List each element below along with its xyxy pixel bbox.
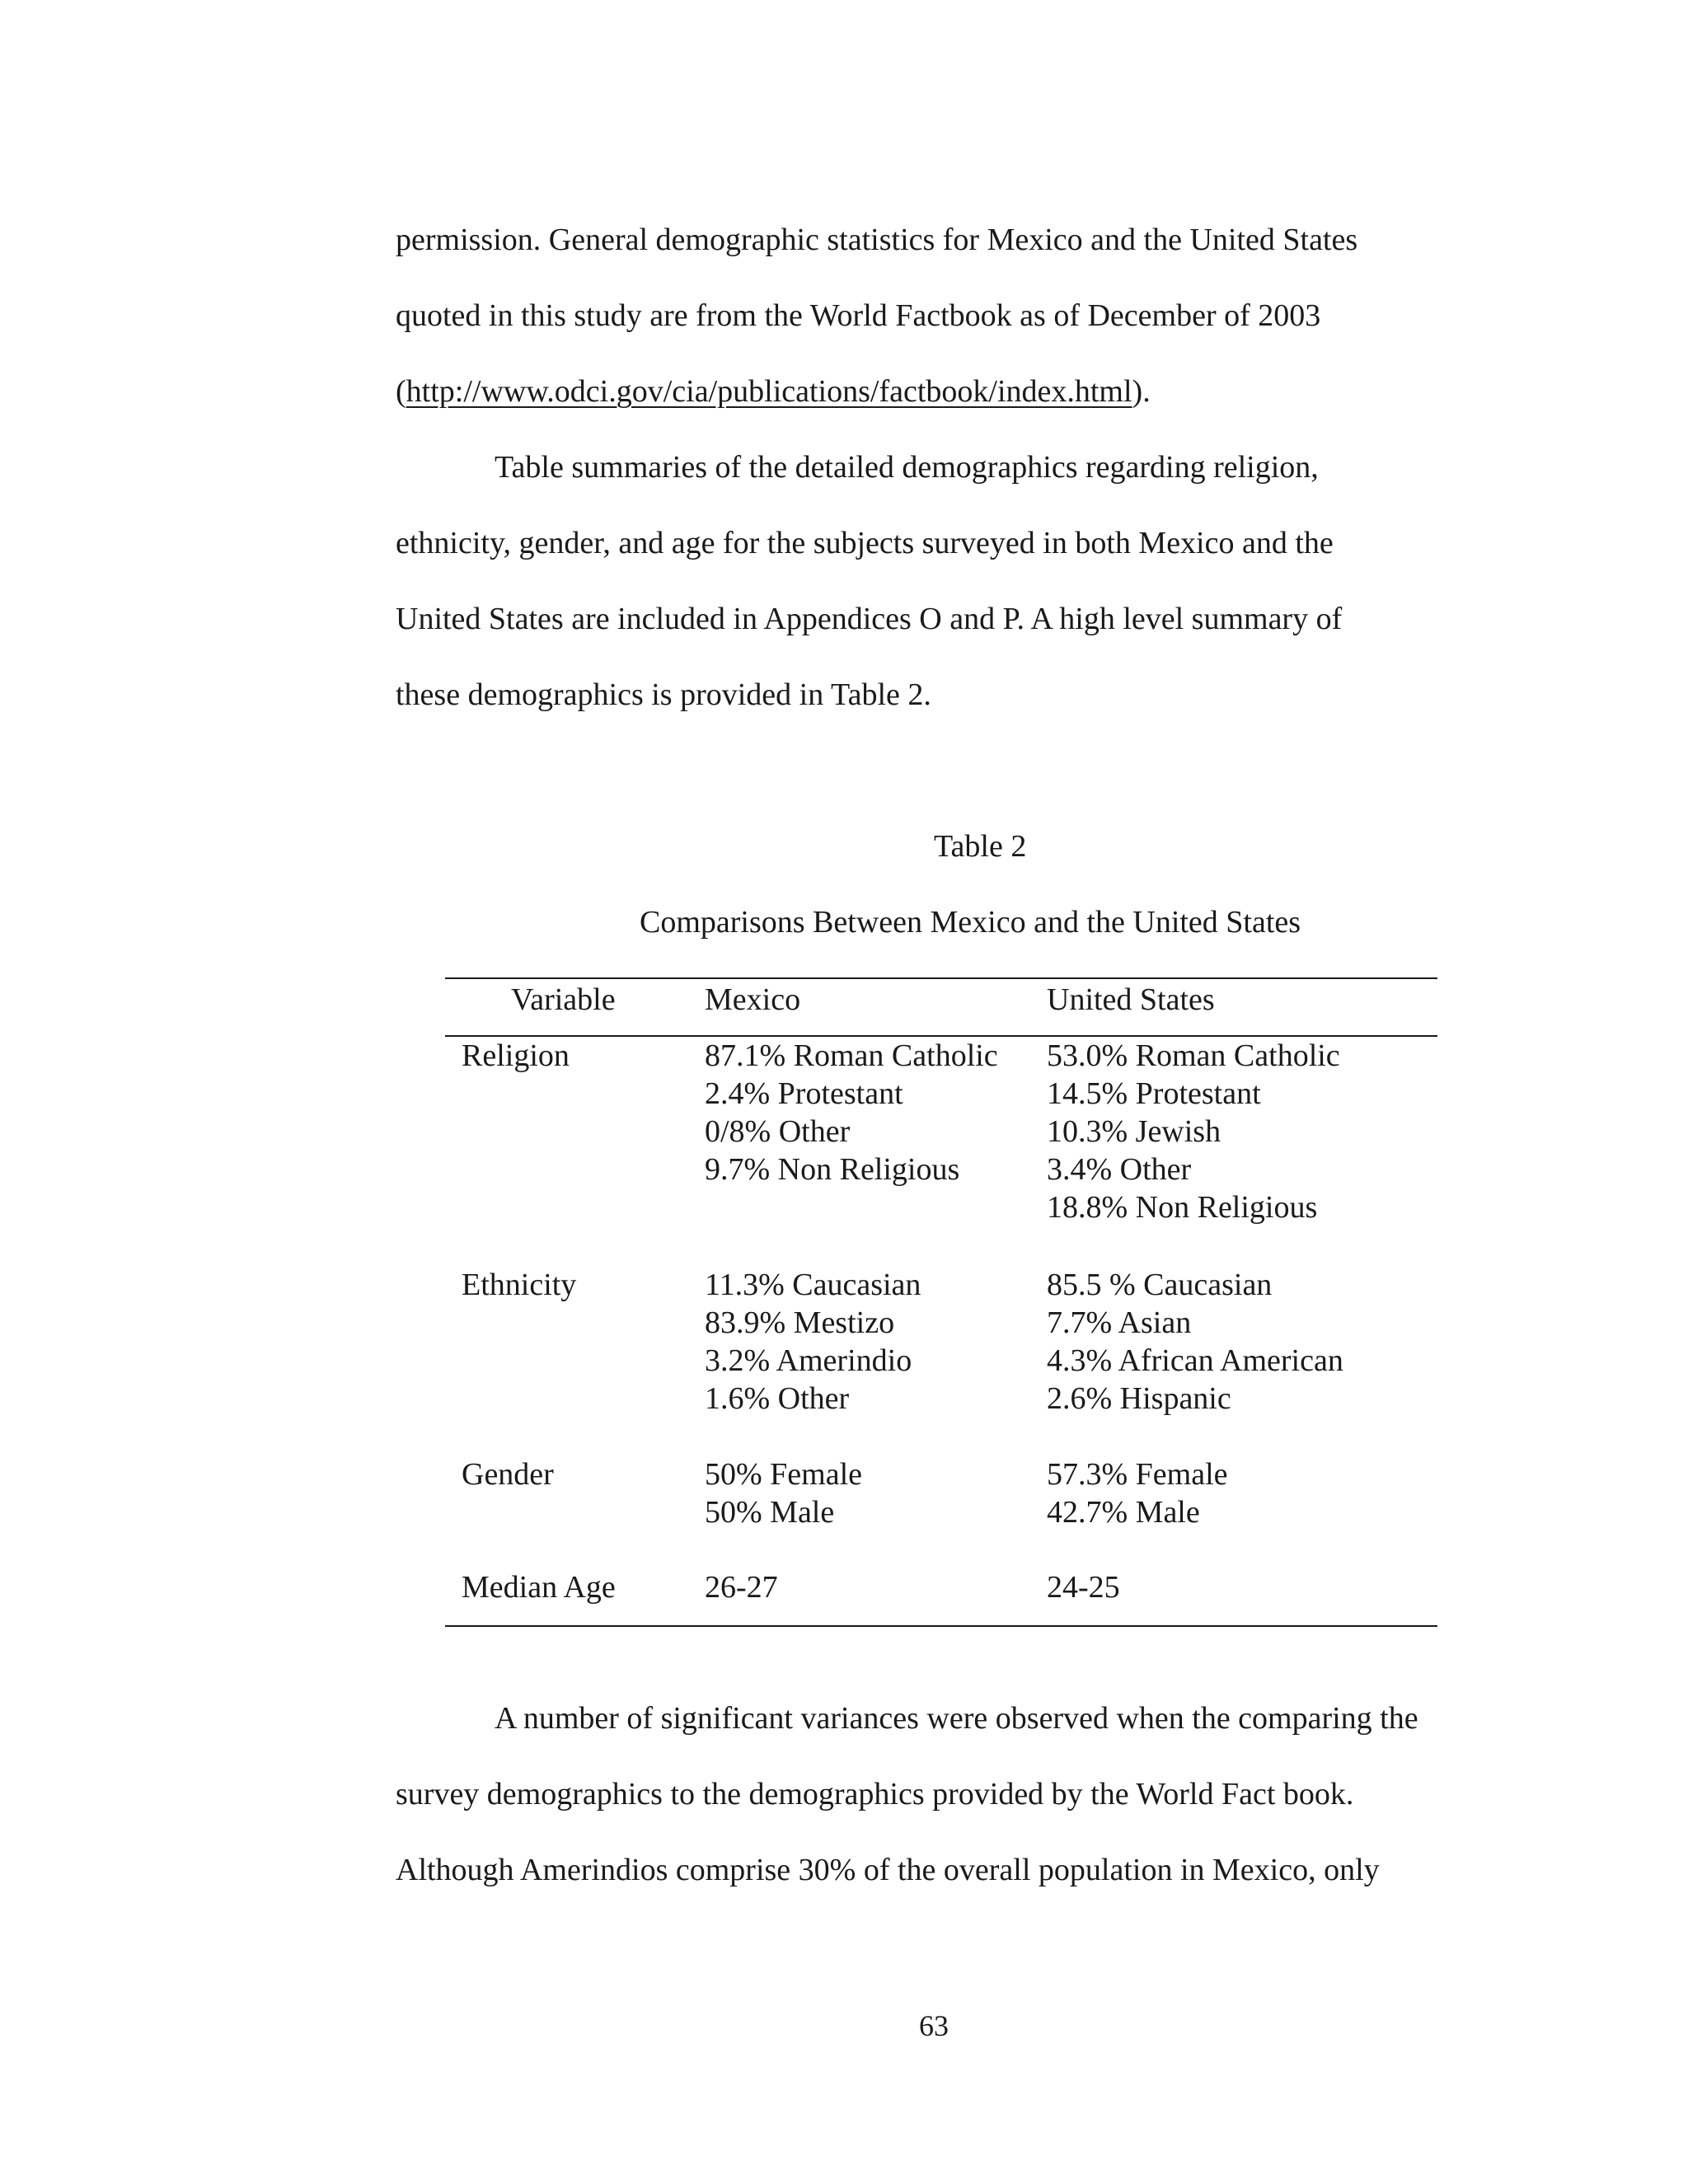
row-variable-gender: Gender [462,1457,554,1492]
row-us-gender [1047,1455,1228,1531]
table-number: Table 2 [934,829,1027,864]
row-variable-religion: Religion [462,1038,570,1073]
body-text-line: these demographics is provided in Table 2. [396,677,931,712]
row-us-ethnicity [1047,1266,1343,1418]
table-cell-value: 2.6% Hispanic [1047,1381,1231,1416]
table-cell-value: 1.6% Other [705,1381,850,1416]
table-cell-value: 57.3% Female [1047,1457,1228,1492]
table-cell-value: 4.3% African American [1047,1343,1343,1378]
column-header-mexico: Mexico [705,982,801,1017]
table-cell-value: 24-25 [1047,1570,1120,1605]
table-cell-value: 50% Male [705,1495,835,1530]
table-cell-value: 10.3% Jewish [1047,1114,1221,1149]
row-mexico-religion [705,1037,998,1188]
table-cell-value: 83.9% Mestizo [705,1305,895,1340]
page-number: 63 [919,2009,949,2042]
row-us-median-age [1047,1568,1120,1606]
body-text-line: ethnicity, gender, and age for the subjects surveyed in both Mexico and the [396,526,1334,560]
table-cell-value: 18.8% Non Religious [1047,1190,1318,1225]
body-text-line: survey demographics to the demographics provided by the World Fact book. [396,1777,1354,1811]
table-cell-value: 87.1% Roman Catholic [705,1038,998,1073]
table-cell-value: 53.0% Roman Catholic [1047,1038,1340,1073]
column-header-united-states: United States [1047,982,1215,1017]
table-title: Comparisons Between Mexico and the United States [640,905,1301,940]
table-cell-value: 14.5% Protestant [1047,1076,1261,1111]
table-bottom-rule [445,1625,1437,1627]
table-cell-value: 3.4% Other [1047,1152,1192,1187]
body-text-line: quoted in this study are from the World Factbook as of December of 2003 [396,298,1321,333]
body-text-line: United States are included in Appendices O and P. A high level summary of [396,602,1343,636]
paren-close: ). [1132,374,1151,409]
table-cell-value: 50% Female [705,1457,863,1492]
row-mexico-median-age [705,1568,778,1606]
table-cell-value: 85.5 % Caucasian [1047,1268,1273,1302]
row-mexico-ethnicity [705,1266,921,1418]
paren-open: ( [396,374,406,409]
table-cell-value: 11.3% Caucasian [705,1268,921,1302]
table-cell-value: 9.7% Non Religious [705,1152,960,1187]
table-cell-value: 2.4% Protestant [705,1076,903,1111]
table-top-rule [445,977,1437,979]
body-text-line: permission. General demographic statistics for Mexico and the United States [396,223,1358,257]
table-cell-value: 3.2% Amerindio [705,1343,912,1378]
table-cell-value: 0/8% Other [705,1114,851,1149]
table-cell-value: 42.7% Male [1047,1495,1200,1530]
body-text-line [396,376,1151,407]
table-cell-value: 26-27 [705,1570,778,1605]
body-text-line: Although Amerindios comprise 30% of the overall population in Mexico, only [396,1853,1380,1887]
column-header-variable: Variable [511,982,616,1017]
factbook-url-link[interactable]: http://www.odci.gov/cia/publications/factbook/index.html [406,374,1132,409]
row-us-religion [1047,1037,1340,1226]
row-variable-median-age: Median Age [462,1570,616,1605]
table-cell-value: 7.7% Asian [1047,1305,1192,1340]
body-text-line: Table summaries of the detailed demographics regarding religion, [495,450,1319,485]
row-variable-ethnicity: Ethnicity [462,1268,577,1302]
body-text-line: A number of significant variances were observed when the comparing the [495,1701,1418,1736]
row-mexico-gender [705,1455,862,1531]
